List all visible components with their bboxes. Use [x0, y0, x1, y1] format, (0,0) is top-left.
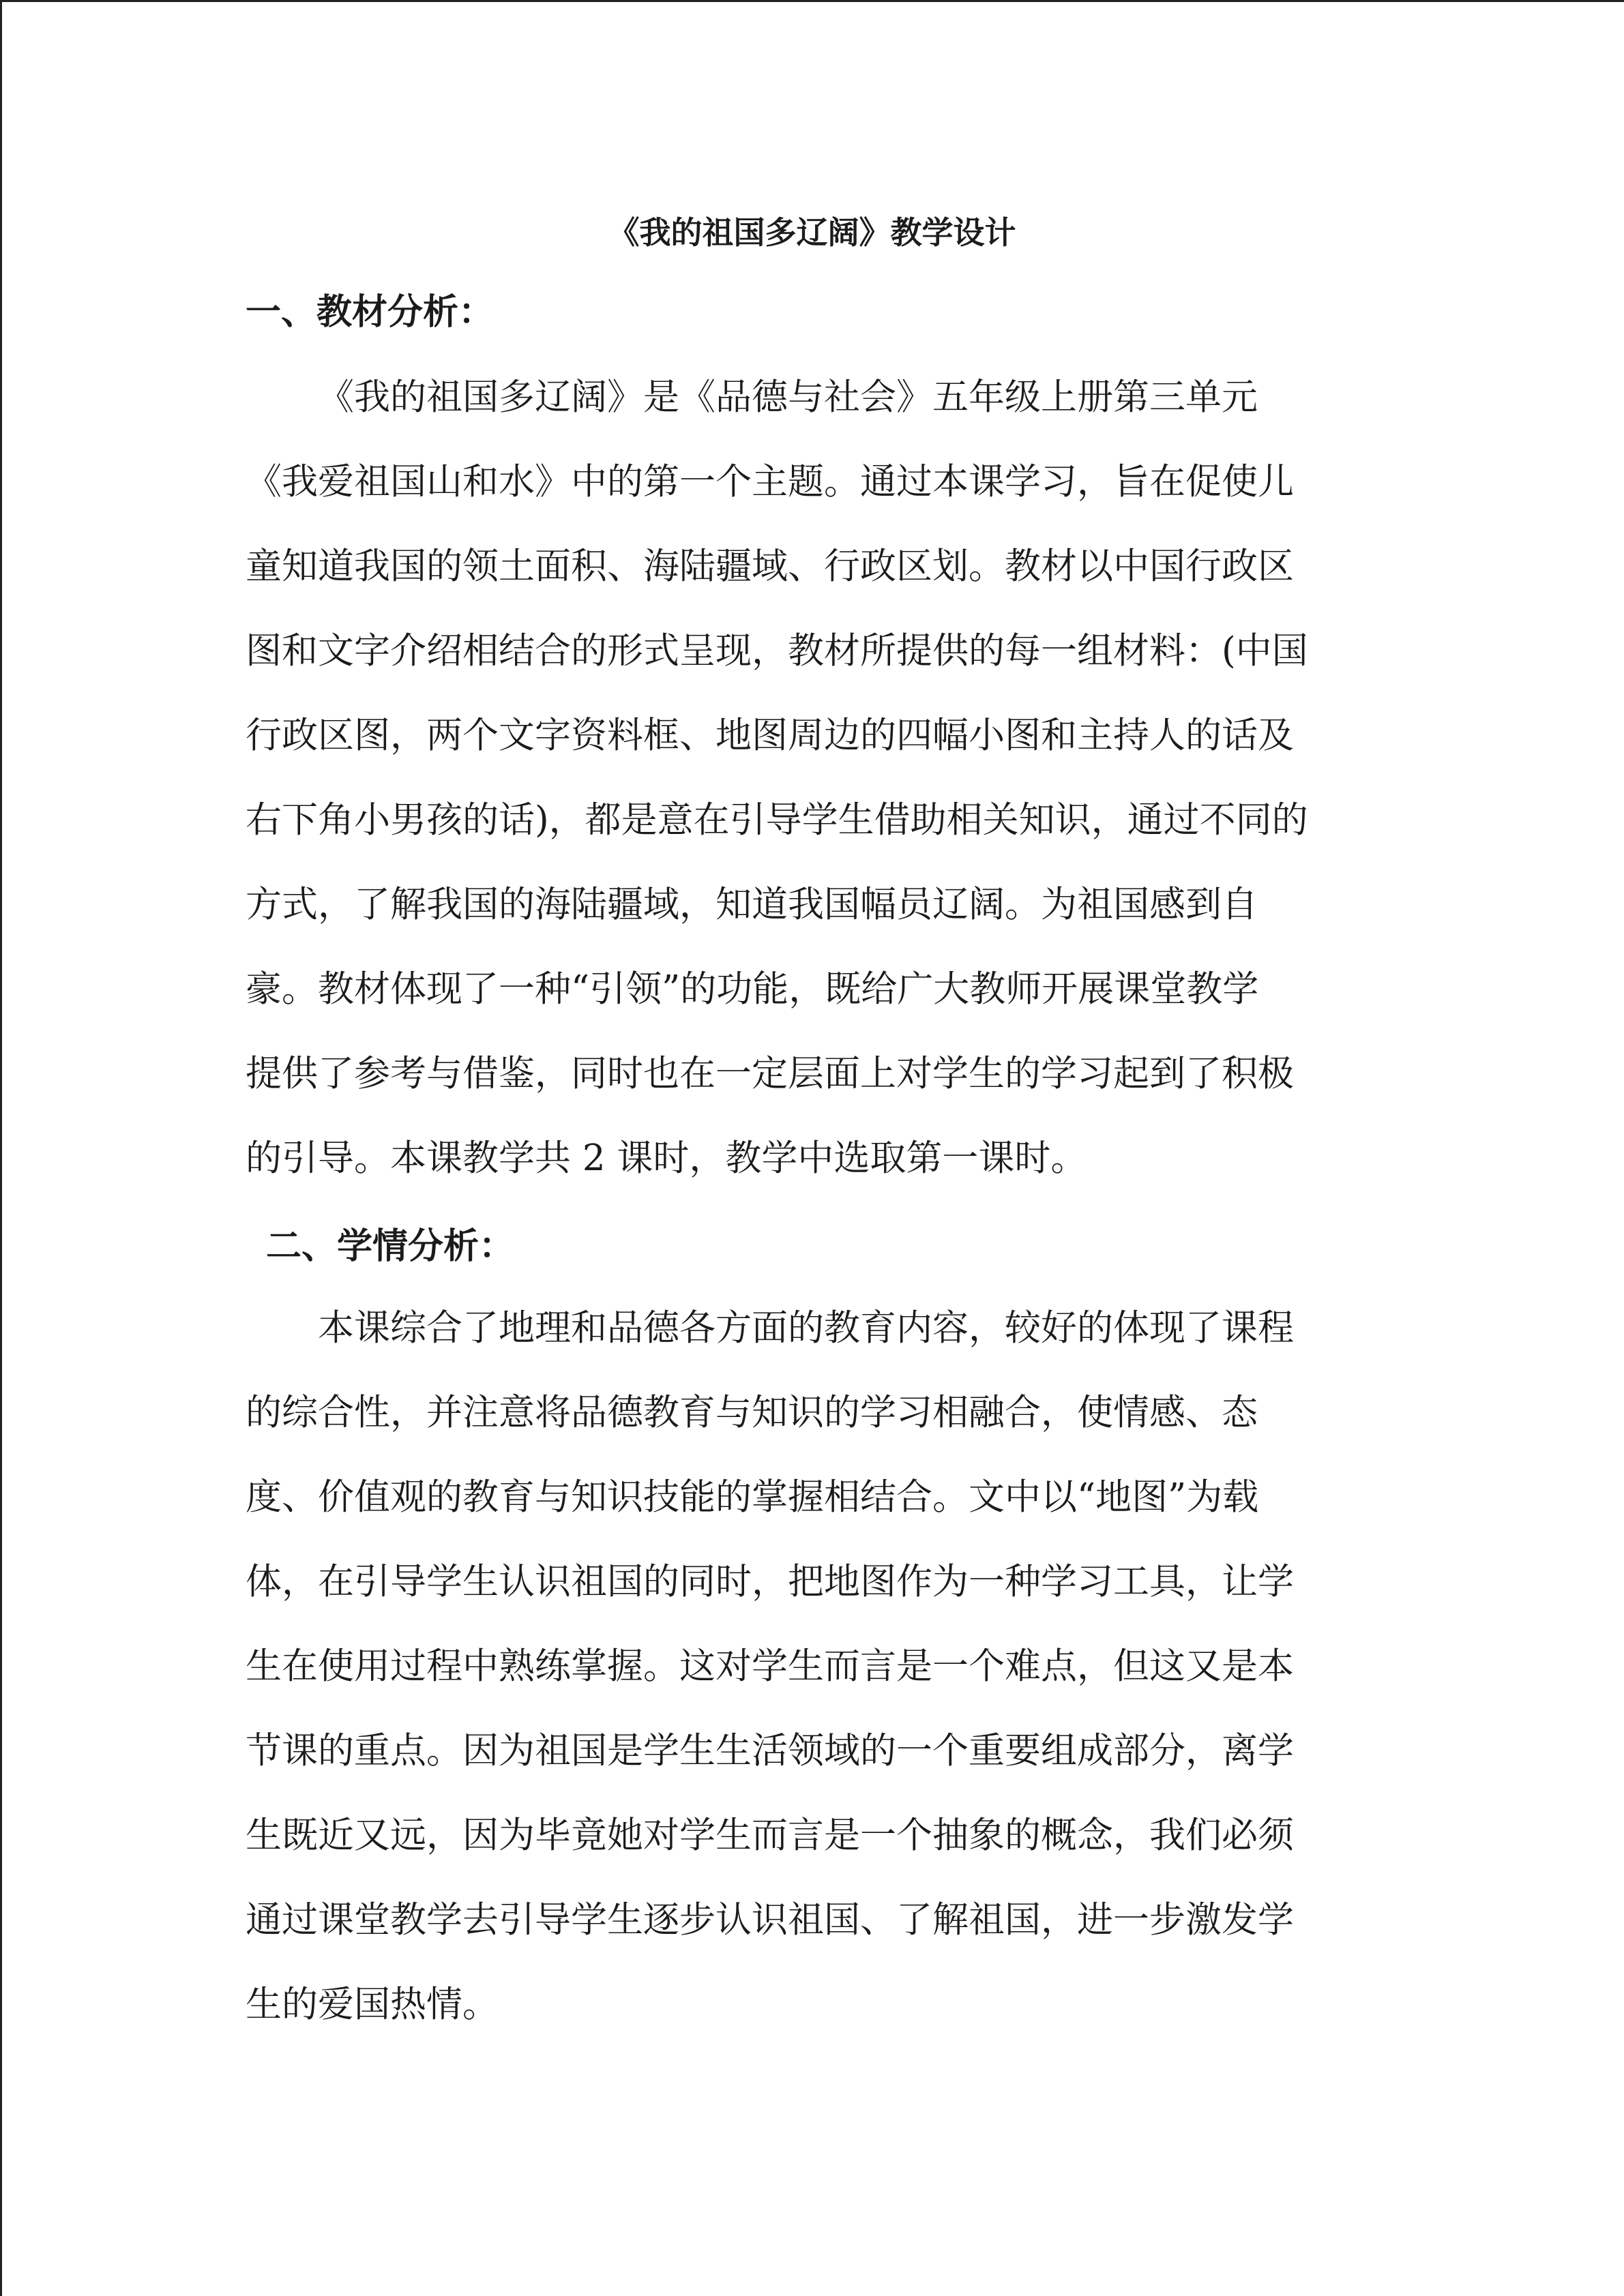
- section-heading-learners: 二、学情分析：: [266, 1226, 515, 1267]
- section-heading-materials: 一、教材分析：: [246, 292, 494, 333]
- paragraph-line: 的综合性，并注意将品德教育与知识的学习相融合，使情感、态: [246, 1392, 1258, 1433]
- paragraph-line: 右下角小男孩的话)，都是意在引导学生借助相关知识，通过不同的: [246, 799, 1308, 841]
- paragraph-line: 生在使用过程中熟练掌握。这对学生而言是一个难点，但这又是本: [246, 1645, 1294, 1687]
- paragraph-line: 度、价值观的教育与知识技能的掌握相结合。文中以“地图”为载: [246, 1476, 1259, 1518]
- paragraph-line: 通过课堂教学去引导学生逐步认识祖国、了解祖国，进一步激发学: [246, 1899, 1294, 1941]
- paragraph-line: 图和文字介绍相结合的形式呈现，教材所提供的每一组材料：(中国: [246, 630, 1308, 672]
- paragraph-line: 《我爱祖国山和水》中的第一个主题。通过本课学习，旨在促使儿: [246, 461, 1294, 503]
- paragraph-line: 体，在引导学生认识祖国的同时，把地图作为一种学习工具，让学: [246, 1561, 1294, 1602]
- paragraph-line: 节课的重点。因为祖国是学生生活领域的一个重要组成部分，离学: [246, 1730, 1294, 1772]
- paragraph-line: 豪。教材体现了一种“引领”的功能，既给广大教师开展课堂教学: [246, 968, 1259, 1010]
- document-title: 《我的祖国多辽阔》教学设计: [608, 214, 1016, 251]
- paragraph-line: 的引导。本课教学共 2 课时，教学中选取第一课时。: [246, 1137, 1087, 1179]
- paragraph-line: 生的爱国热情。: [246, 1984, 499, 2025]
- paragraph-line: 行政区图，两个文字资料框、地图周边的四幅小图和主持人的话及: [246, 715, 1294, 756]
- paragraph-line: 本课综合了地理和品德各方面的教育内容，较好的体现了课程: [318, 1307, 1294, 1349]
- page-left-border: [0, 0, 2, 2296]
- page-top-border: [0, 0, 1624, 2]
- paragraph-line: 《我的祖国多辽阔》是《品德与社会》五年级上册第三单元: [318, 376, 1258, 418]
- paragraph-line: 童知道我国的领土面积、海陆疆域、行政区划。教材以中国行政区: [246, 546, 1294, 587]
- paragraph-line: 方式，了解我国的海陆疆域，知道我国幅员辽阔。为祖国感到自: [246, 884, 1258, 925]
- paragraph-line: 生既近又远，因为毕竟她对学生而言是一个抽象的概念，我们必须: [246, 1815, 1294, 1856]
- paragraph-line: 提供了参考与借鉴，同时也在一定层面上对学生的学习起到了积极: [246, 1053, 1294, 1094]
